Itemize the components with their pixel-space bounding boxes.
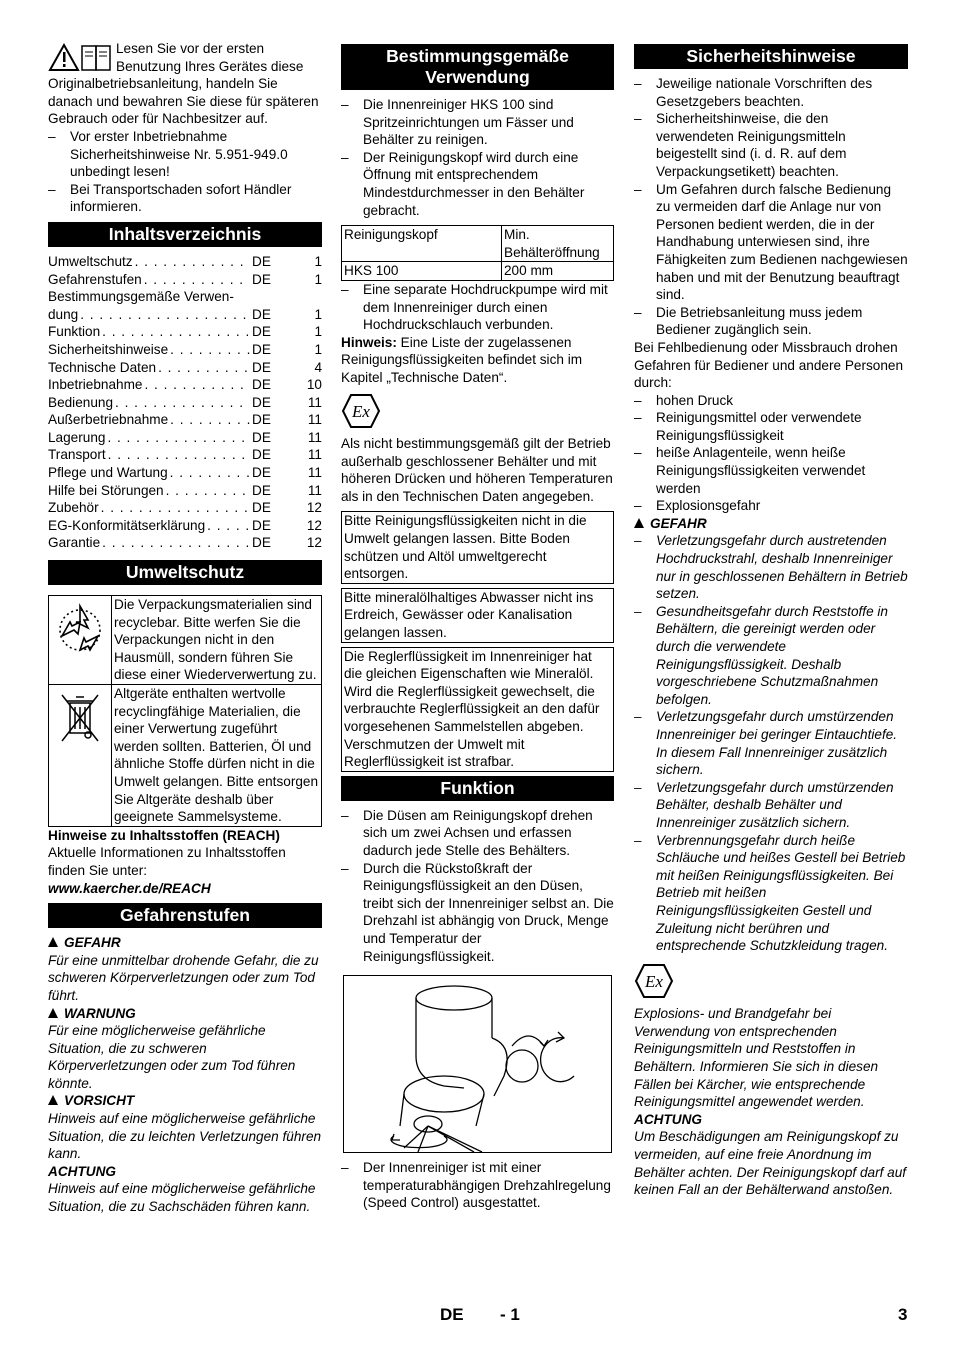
recycle-row (48, 595, 322, 685)
sicherheit-item: – Um Gefahren durch falsche Bedienung zu vermeiden darf die Anlage nur von Personen bedient werden, die in der Handhabung unterwiesen sind, ihre Fähigkeiten zum Bedienen nachgewiesen haben und mit der Benutzung beauftragt sind. (634, 181, 908, 304)
fehl-item: – Reinigungsmittel oder verwendete Reinigungsflüssigkeit (634, 409, 908, 444)
page-number: 3 (898, 1305, 908, 1324)
bestimmung-item: – Der Reinigungskopf wird durch eine Öffnung mit entsprechendem Mindestdurchmesser in den Behälter gebracht. (341, 149, 614, 219)
gefahr-item: – Verbrennungsgefahr durch heiße Schläuche und heißes Gestell bei Betrieb mit heißen Reinigungsflüssigkeiten. Bei Betrieb mit heißen Reinigungsflüssigkeiten Gestell und Zuleitung nicht berühren und entsprechende Schutzkleidung tragen. (634, 832, 908, 955)
intro-block (48, 40, 322, 216)
toc-heading: Inhaltsverzeichnis (48, 222, 322, 247)
table-cell: 200 mm (502, 262, 614, 281)
bestimmung-item: – Eine separate Hochdruckpumpe wird mit dem Innenreiniger durch einen Hochdruckschlauch verbunden. (341, 281, 614, 334)
table-cell: HKS 100 (342, 262, 502, 281)
toc-entry[interactable]: Hilfe bei Störungen . . . DE 11 (48, 482, 322, 500)
funktion-heading: Funktion (341, 776, 614, 801)
fehl-item: – Explosionsgefahr (634, 497, 908, 515)
gefahr-item: – Verletzungsgefahr durch umstürzenden Innenreiniger bei geringer Eintauchtiefe. In diesem Fall Innenreiniger zusätzlich sichern. (634, 708, 908, 778)
warning-icon (48, 1095, 58, 1105)
gefahr-level (48, 934, 322, 1004)
recycle-text: Die Verpackungsmaterialien sind recyclebar. Bitte werfen Sie die Verpackungen nicht in den Hausmüll, sondern führen Sie diese einer Wiederverwertung zu. (114, 597, 317, 683)
toc-entry[interactable]: Außerbetriebnahme . . . DE 11 (48, 411, 322, 429)
weee-text: Altgeräte enthalten wertvolle recyclingfähige Materialien, die einer Verwertung zugeführt werden sollten. Batterien, Öl und ähnliche Stoffe dürfen nicht in die Umwelt gelangen. Bitte entsorgen Sie Altgeräte deshalb über geeignete Sammelsysteme. (114, 686, 319, 825)
toc-entry[interactable]: Zubehör . . . DE 12 (48, 499, 322, 517)
notice-box: Bitte Reinigungsflüssigkeiten nicht in die Umwelt gelangen lassen. Bitte Boden schützen und Altöl umweltgerecht entsorgen. (341, 511, 614, 583)
recycle-icon (49, 596, 112, 684)
toc-list (48, 253, 322, 552)
warning-icon (48, 1008, 58, 1018)
warning-icon (634, 518, 644, 528)
toc-entry[interactable]: Garantie . . . DE 12 (48, 534, 322, 552)
ex-icon (341, 393, 614, 434)
sicherheit-heading: Sicherheitshinweise (634, 44, 908, 69)
toc-entry[interactable]: EG-Konformitätserklärung . . . DE 12 (48, 517, 322, 535)
level-text: Hinweis auf eine möglicherweise gefährliche Situation, die zu Sachschäden führen kann. (48, 1181, 316, 1215)
gefahr-item: – Verletzungsgefahr durch umstürzenden Behälter, deshalb Behälter und Innenreiniger zusätzlich sichern. (634, 779, 908, 832)
gefahr-item: – Gesundheitsgefahr durch Reststoffe in Behältern, die gereinigt werden oder durch die verwendete Reinigungsflüssigkeit. Deshalb vorgeschriebene Schutzmaßnahmen befolgen. (634, 603, 908, 709)
umwelt-heading: Umweltschutz (48, 560, 322, 585)
achtung-label: ACHTUNG (634, 1111, 702, 1127)
level-text: Hinweis auf eine möglicherweise gefährliche Situation, die zu leichten Verletzungen führen kann. (48, 1111, 322, 1162)
intro-item: – Bei Transportschaden sofort Händler informieren. (48, 181, 322, 216)
ex-text: Als nicht bestimmungsgemäß gilt der Betrieb außerhalb geschlossener Behälter und mit höheren Drücken und höheren Temperaturen als in den Technischen Daten angegeben. (341, 436, 613, 504)
level-label: WARNUNG (64, 1005, 136, 1021)
ex-warning-text: Explosions- und Brandgefahr bei Verwendung von entsprechenden Reinigungsmitteln und Reststoffen in Behältern. Informieren Sie sich in diesen Fällen bei Kärcher, wie entsprechende Reinigungsmittel angewendet werden. (634, 1006, 879, 1110)
fehl-item: – hohen Druck (634, 392, 908, 410)
level-label: ACHTUNG (48, 1163, 116, 1179)
fehl-item: – heiße Anlagenteile, wenn heiße Reinigungsflüssigkeiten verwendet werden (634, 444, 908, 497)
toc-entry[interactable]: Pflege und Wartung . . . DE 11 (48, 464, 322, 482)
gefahr-level (48, 1163, 322, 1216)
footer-lang: DE (440, 1305, 464, 1324)
toc-entry[interactable]: Transport . . . DE 11 (48, 446, 322, 464)
spec-table (341, 225, 614, 281)
weee-row (48, 685, 322, 827)
column-right (634, 44, 908, 1199)
gefahr-label: GEFAHR (650, 515, 707, 531)
sicherheit-item: – Jeweilige nationale Vorschriften des Gesetzgebers beachten. (634, 75, 908, 110)
toc-entry[interactable]: Funktion . . . DE 1 (48, 323, 322, 341)
sicherheit-item: – Sicherheitshinweise, die den verwendeten Reinigungsmitteln beigestellt sind (i. d. R. auf dem Verpackungsetikett) beachten. (634, 110, 908, 180)
toc-entry[interactable]: Bedienung . . . DE 11 (48, 394, 322, 412)
sicherheit-item: – Die Betriebsanleitung muss jedem Bediener zugänglich sein. (634, 304, 908, 339)
level-text: Für eine unmittelbar drohende Gefahr, die zu schweren Körperverletzungen oder zum Tod führt. (48, 952, 319, 1003)
warning-manual-icons (48, 42, 112, 74)
gefahr-level (48, 1005, 322, 1093)
toc-entry[interactable]: Technische Daten . . . DE 4 (48, 359, 322, 377)
gefahr-heading: Gefahrenstufen (48, 903, 322, 928)
toc-entry[interactable]: Inbetriebnahme . . . DE 10 (48, 376, 322, 394)
crossed-bin-icon (49, 685, 112, 826)
bestimmung-item: – Die Innenreiniger HKS 100 sind Spritzeinrichtungen um Fässer und Behälter zu reinigen. (341, 96, 614, 149)
table-header: Min. Behälteröffnung (502, 226, 614, 262)
column-left (48, 40, 322, 1216)
notice-box: Bitte mineralölhaltiges Abwasser nicht ins Erdreich, Gewässer oder Kanalisation gelangen lassen. (341, 588, 614, 643)
funktion-item: – Durch die Rückstoßkraft der Reinigungsflüssigkeit an den Düsen, treibt sich der Innenreiniger selbst an. Die Drehzahl ist abhängig von Druck, Menge und Temperatur der Reinigungsflüssigkeit. (341, 860, 614, 966)
toc-entry[interactable]: Gefahrenstufen . . . DE 1 (48, 271, 322, 289)
warning-book-icon (48, 42, 112, 74)
ex-icon (634, 963, 908, 1004)
hinweis: Hinweis: Eine Liste der zugelassenen Reinigungsflüssigkeiten befindet sich im Kapitel „Technische Daten“. (341, 334, 583, 385)
level-label: GEFAHR (64, 935, 121, 951)
reach-link[interactable]: www.kaercher.de/REACH (48, 880, 211, 896)
intro-item: – Vor erster Inbetriebnahme Sicherheitshinweise Nr. 5.951-949.0 unbedingt lesen! (48, 128, 322, 181)
toc-entry-wrap[interactable]: Bestimmungsgemäße Verwen- (48, 289, 234, 305)
svg-text:Ex: Ex (645, 971, 663, 991)
funktion-item: – Die Düsen am Reinigungskopf drehen sich um zwei Achsen und erfassen dadurch jede Stelle des Behälters. (341, 807, 614, 860)
toc-entry[interactable]: Umweltschutz . . . DE 1 (48, 253, 322, 271)
fehl-text: Bei Fehlbedienung oder Missbrauch drohen Gefahren für Bediener und andere Personen durch: (634, 339, 904, 391)
reach-text: Aktuelle Informationen zu Inhaltsstoffen finden Sie unter: (48, 845, 286, 878)
toc-entry[interactable]: dung . . . DE 1 (48, 306, 322, 324)
column-middle (341, 44, 614, 1212)
funktion-item: – Der Innenreiniger ist mit einer temperaturabhängigen Drehzahlregelung (Speed Control) ausgestattet. (341, 1159, 614, 1212)
gefahr-level (48, 1092, 322, 1162)
notice-box: Die Reglerflüssigkeit im Innenreiniger hat die gleichen Eigenschaften wie Mineralöl. Wird die Reglerflüssigkeit gewechselt, die verbrauchte Reglerflüssigkeit an den dafür vorgesehenen Sammelstellen abgeben. Verschmutzen der Umwelt mit Reglerflüssigkeit ist strafbar. (341, 647, 614, 772)
achtung-text: Um Beschädigungen am Reinigungskopf zu vermeiden, auf eine freie Anordnung im Behälter achten. Der Reinigungskopf darf auf keinen Fall an der Behälterwand anstoßen. (634, 1129, 907, 1198)
level-text: Für eine möglicherweise gefährliche Situation, die zu schweren Körperverletzungen oder zum Tod führen könnte. (48, 1023, 296, 1091)
toc-entry[interactable]: Lagerung . . . DE 11 (48, 429, 322, 447)
svg-text:Ex: Ex (352, 401, 370, 421)
toc-entry[interactable]: Sicherheitshinweise . . . DE 1 (48, 341, 322, 359)
footer-subpage: - 1 (500, 1305, 520, 1324)
reach-heading: Hinweise zu Inhaltsstoffen (REACH) (48, 827, 280, 843)
gefahr-item: – Verletzungsgefahr durch austretenden Hochdruckstrahl, deshalb Innenreiniger nur in geschlossenen Behältern in Betrieb setzen. (634, 532, 908, 602)
warning-icon (48, 937, 58, 947)
cleaning-head-illustration (343, 975, 612, 1153)
bestimmung-heading: Bestimmungsgemäße Verwendung (341, 44, 614, 90)
level-label: VORSICHT (64, 1093, 135, 1109)
intro-text: Lesen Sie vor der ersten Benutzung Ihres Gerätes diese Originalbetriebsanleitung, handeln Sie danach und bewahren Sie diese für späteren Gebrauch oder für Nachbesitzer auf. (48, 41, 319, 127)
table-header: Reinigungskopf (342, 226, 502, 262)
